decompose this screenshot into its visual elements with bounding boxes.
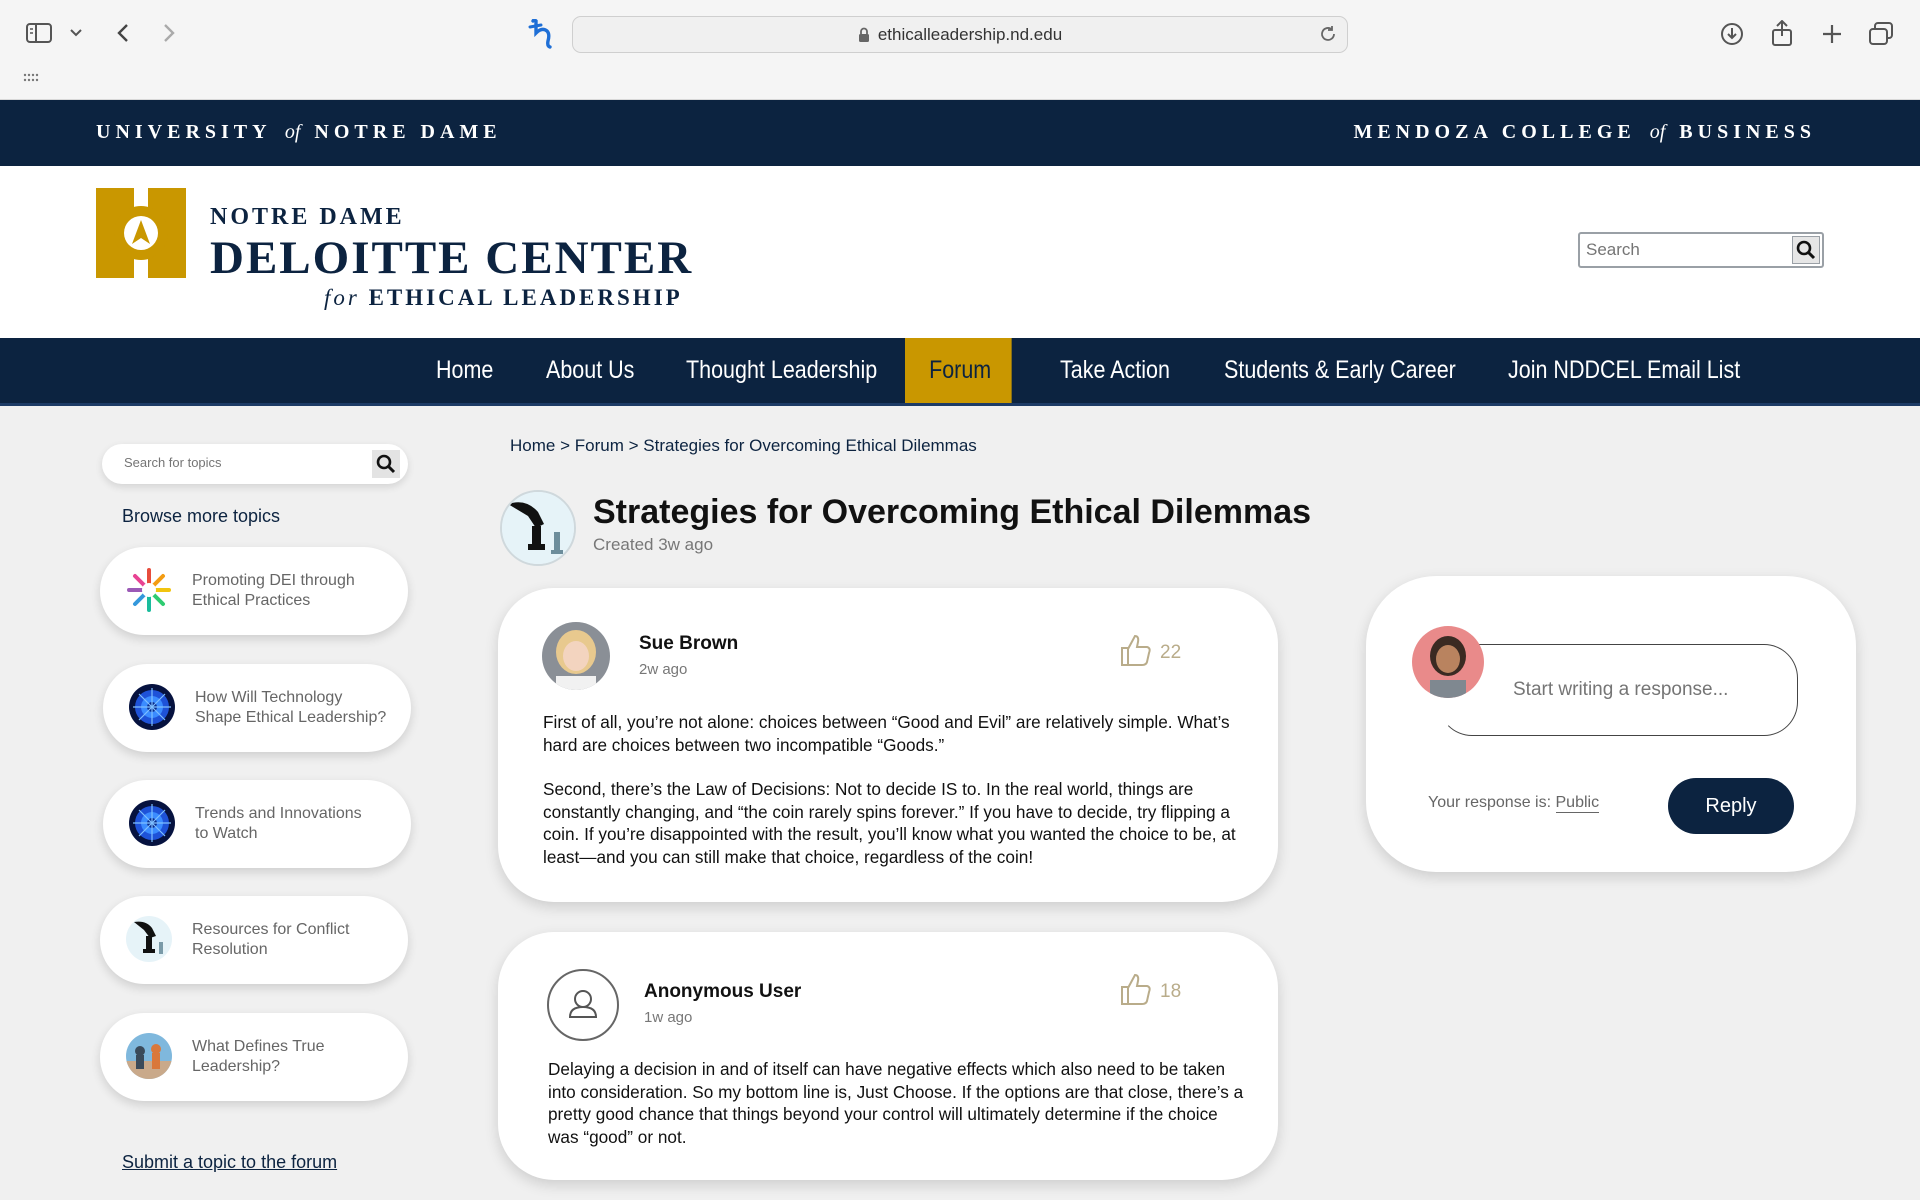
tab-overview-icon[interactable] (1866, 20, 1896, 48)
nav-take-action[interactable]: Take Action (1060, 356, 1170, 384)
user-icon[interactable] (547, 969, 619, 1041)
post-time: 2w ago (639, 661, 688, 678)
response-visibility (1428, 794, 1599, 812)
thumbs-up-icon (1120, 633, 1152, 673)
logo-line-2: DELOITTE CENTER (210, 232, 694, 284)
forward-icon[interactable] (156, 20, 182, 46)
chess-hand-icon (126, 916, 172, 962)
reply-input-frame (1438, 644, 1798, 736)
university-band (0, 100, 1920, 166)
download-icon[interactable] (1718, 20, 1746, 48)
breadcrumb-current: Strategies for Overcoming Ethical Dilemmas (643, 436, 977, 455)
topic-search-input[interactable] (124, 455, 364, 470)
main-nav (0, 338, 1920, 406)
topic-label: Trends and Innovations to Watch (195, 805, 362, 842)
new-tab-icon[interactable] (1818, 20, 1846, 48)
avatar[interactable] (542, 622, 610, 690)
post-paragraph: Second, there’s the Law of Decisions: Not to decide IS to. In the real world, things are constantly changing, and “the coin rarely spins forever.” If you have to decide, try flipping a coin. If you’re disappointed with the result, you’ll know what you wanted the choice to be, at least—and you can still make that choice, regardless of the coin! (543, 779, 1236, 867)
thread-avatar (500, 490, 576, 566)
breadcrumb-home[interactable]: Home (510, 436, 556, 455)
submit-topic-link[interactable]: Submit a topic to the forum (122, 1152, 338, 1172)
post-paragraph: Delaying a decision in and of itself can have negative effects which also need to be taken into consideration. So my bottom line is, Just Choose. If the options are that close, there’s a pretty good chance that things beyond your control will ultimately determine if the choice was “good” or not. (548, 1059, 1244, 1147)
post-author[interactable]: Anonymous User (644, 981, 802, 1002)
topic-card[interactable] (100, 896, 408, 984)
breadcrumb-forum[interactable]: Forum (574, 436, 624, 455)
reload-icon[interactable] (1319, 25, 1337, 43)
like-button[interactable] (1120, 972, 1181, 1012)
logo-line-1: NOTRE DAME (210, 204, 405, 230)
logo-line-3: for ETHICAL LEADERSHIP (324, 285, 683, 310)
nav-forum[interactable]: Forum (905, 338, 1012, 403)
breadcrumb-separator: > (628, 436, 639, 455)
breadcrumb (510, 436, 977, 456)
chevron-down-icon[interactable] (68, 24, 84, 42)
avatar[interactable] (1412, 626, 1484, 698)
topic-label: Promoting DEI through Ethical Practices (192, 572, 355, 609)
tech-globe-icon (129, 800, 175, 846)
topic-label: Resources for Conflict Resolution (192, 921, 350, 958)
forum-post (498, 932, 1278, 1180)
topic-card[interactable] (100, 547, 408, 635)
visibility-toggle[interactable]: Public (1555, 794, 1600, 811)
topic-card[interactable] (100, 1013, 408, 1101)
post-body (548, 1058, 1248, 1148)
reply-input[interactable] (1513, 679, 1743, 701)
college-link[interactable]: MENDOZA COLLEGE of BUSINESS (1353, 121, 1816, 143)
site-search-input[interactable] (1580, 240, 1780, 260)
topic-search (102, 444, 408, 484)
sidebar-toggle-icon[interactable] (24, 20, 54, 46)
reply-button[interactable]: Reply (1668, 778, 1794, 834)
colorful-hands-icon (126, 567, 172, 613)
leadership-photo-icon (126, 1033, 172, 1079)
search-icon[interactable] (372, 450, 400, 478)
site-header (0, 166, 1920, 338)
forum-post (498, 588, 1278, 902)
tech-globe-icon (129, 684, 175, 730)
topic-label: How Will Technology Shape Ethical Leadership? (195, 689, 387, 726)
nav-thought-leadership[interactable]: Thought Leadership (686, 356, 878, 384)
visibility-label: Your response is: (1428, 794, 1552, 811)
post-author[interactable]: Sue Brown (639, 633, 739, 654)
browser-toolbar (0, 0, 1920, 100)
address-bar[interactable] (572, 16, 1348, 53)
site-search (1578, 232, 1824, 268)
thumbs-up-icon (1120, 972, 1152, 1012)
topic-card[interactable] (103, 664, 411, 752)
url-text: ethicalleadership.nd.edu (877, 24, 1063, 44)
nav-about-us[interactable]: About Us (546, 356, 635, 384)
like-count: 18 (1160, 981, 1182, 1002)
like-count: 22 (1160, 642, 1182, 663)
post-body (543, 711, 1243, 868)
university-link[interactable]: UNIVERSITY of NOTRE DAME (96, 121, 502, 143)
thread-created: Created 3w ago (593, 535, 714, 554)
search-icon[interactable] (1792, 236, 1820, 264)
browse-topics-heading[interactable]: Browse more topics (122, 506, 281, 526)
breadcrumb-separator: > (560, 436, 571, 455)
share-icon[interactable] (1768, 18, 1796, 48)
site-logo-text[interactable] (210, 204, 693, 311)
topic-label: What Defines True Leadership? (192, 1038, 325, 1075)
like-button[interactable] (1120, 633, 1181, 673)
post-paragraph: First of all, you’re not alone: choices between “Good and Evil” are relatively simple. What’s hard are choices between two incompatible “Goods.” (543, 712, 1230, 755)
reply-card (1366, 576, 1856, 872)
lock-icon (858, 27, 870, 43)
nav-home[interactable]: Home (436, 356, 494, 384)
post-time: 1w ago (644, 1009, 693, 1026)
thread-title: Strategies for Overcoming Ethical Dilemmas (593, 493, 1312, 531)
honey-extension-icon[interactable] (526, 18, 556, 50)
deloitte-center-logo-icon[interactable] (96, 188, 186, 278)
bookmarks-grid-icon[interactable] (22, 72, 40, 84)
back-icon[interactable] (110, 20, 136, 46)
nav-join-email-list[interactable]: Join NDDCEL Email List (1508, 356, 1741, 384)
topic-card[interactable] (103, 780, 411, 868)
nav-students-early-career[interactable]: Students & Early Career (1224, 356, 1456, 384)
